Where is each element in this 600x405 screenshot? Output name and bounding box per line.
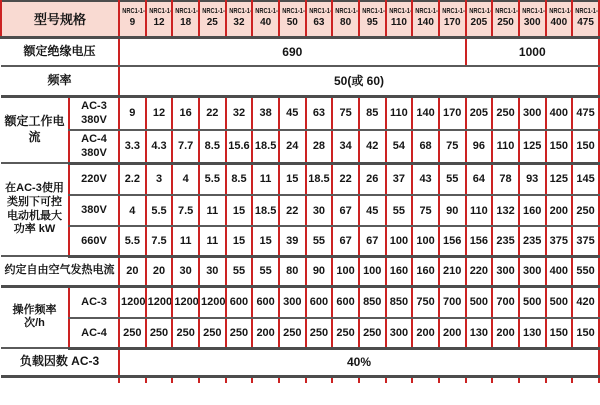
model-number: 12 bbox=[153, 16, 165, 28]
model-header-cell bbox=[226, 1, 253, 37]
thermal-current-row bbox=[1, 256, 599, 286]
model-spec-label: 型号规格 bbox=[1, 1, 119, 37]
value-cell: 30 bbox=[199, 256, 226, 286]
grid-stub-cell bbox=[306, 376, 333, 383]
value-cell: 250 bbox=[306, 318, 333, 348]
value-cell: 170 bbox=[439, 96, 466, 130]
value-cell: 475 bbox=[572, 96, 599, 130]
value-cell: 420 bbox=[572, 286, 599, 318]
value-cell: 67 bbox=[359, 226, 386, 256]
model-number: 170 bbox=[443, 16, 461, 28]
value-cell: 140 bbox=[412, 96, 439, 130]
model-header-cell bbox=[359, 1, 386, 37]
model-number: 110 bbox=[390, 16, 407, 28]
value-cell: 30 bbox=[306, 195, 333, 226]
model-number: 63 bbox=[313, 16, 325, 28]
value-cell: 300 bbox=[492, 256, 519, 286]
model-number: 300 bbox=[523, 16, 541, 28]
load-factor-value: 40% bbox=[119, 348, 599, 376]
model-prefix: NRC1-1- bbox=[148, 8, 172, 16]
value-cell: 63 bbox=[306, 96, 333, 130]
value-cell: 250 bbox=[332, 318, 359, 348]
value-cell: 15 bbox=[279, 163, 306, 195]
value-cell: 3 bbox=[146, 163, 173, 195]
grid-stub-cell bbox=[412, 376, 439, 383]
grid-stub-cell bbox=[172, 376, 199, 383]
model-number: 140 bbox=[417, 16, 434, 28]
value-cell: 250 bbox=[359, 318, 386, 348]
value-cell: 100 bbox=[386, 226, 413, 256]
value-cell: 20 bbox=[146, 256, 173, 286]
value-cell: 55 bbox=[226, 256, 253, 286]
insulation-voltage-left-value: 690 bbox=[119, 37, 466, 66]
value-cell: 42 bbox=[359, 130, 386, 163]
value-cell: 500 bbox=[546, 286, 573, 318]
model-prefix: NRC1-1- bbox=[442, 8, 465, 16]
value-cell: 18.5 bbox=[306, 163, 333, 195]
grid-stub-cell bbox=[226, 376, 253, 383]
value-cell: 15.6 bbox=[226, 130, 253, 163]
value-cell: 80 bbox=[279, 256, 306, 286]
value-cell: 78 bbox=[492, 163, 519, 195]
value-cell: 45 bbox=[359, 195, 386, 226]
value-cell: 145 bbox=[572, 163, 599, 195]
value-cell: 45 bbox=[279, 96, 306, 130]
value-cell: 250 bbox=[146, 318, 173, 348]
grid-stub-cell bbox=[279, 376, 306, 383]
value-cell: 75 bbox=[332, 96, 359, 130]
value-cell: 7.7 bbox=[172, 130, 199, 163]
thermal-current-label: 约定自由空气发热电流 bbox=[1, 256, 119, 286]
value-cell: 600 bbox=[226, 286, 253, 318]
value-cell: 200 bbox=[439, 318, 466, 348]
value-cell: 200 bbox=[492, 318, 519, 348]
value-cell: 16 bbox=[172, 96, 199, 130]
value-cell: 39 bbox=[279, 226, 306, 256]
model-header-cell bbox=[386, 1, 413, 37]
value-cell: 22 bbox=[279, 195, 306, 226]
model-prefix: NRC1-1- bbox=[415, 8, 439, 16]
value-cell: 55 bbox=[252, 256, 279, 286]
sublabel-line2: 380V bbox=[81, 147, 107, 160]
model-header-cell bbox=[332, 1, 359, 37]
value-cell: 700 bbox=[439, 286, 466, 318]
model-prefix: NRC1-1- bbox=[362, 8, 385, 16]
value-cell: 5.5 bbox=[146, 195, 173, 226]
model-number: 25 bbox=[206, 16, 218, 28]
value-cell: 125 bbox=[546, 163, 573, 195]
value-cell: 7.5 bbox=[172, 195, 199, 226]
value-cell: 160 bbox=[519, 195, 546, 226]
value-cell: 11 bbox=[199, 226, 226, 256]
value-cell: 375 bbox=[546, 226, 573, 256]
model-number: 40 bbox=[260, 16, 272, 28]
model-number: 400 bbox=[550, 16, 568, 28]
value-cell: 9 bbox=[119, 96, 146, 130]
rated-current-ac4-sublabel bbox=[69, 130, 119, 163]
insulation-voltage-label: 额定绝缘电压 bbox=[1, 37, 119, 66]
value-cell: 110 bbox=[466, 195, 493, 226]
value-cell: 18.5 bbox=[252, 130, 279, 163]
value-cell: 22 bbox=[199, 96, 226, 130]
value-cell: 55 bbox=[439, 163, 466, 195]
value-cell: 100 bbox=[359, 256, 386, 286]
op-frequency-label: 操作频率 次/h bbox=[1, 286, 69, 348]
value-cell: 300 bbox=[519, 256, 546, 286]
value-cell: 11 bbox=[199, 195, 226, 226]
max-power-380v-sublabel: 380V bbox=[69, 195, 119, 226]
value-cell: 750 bbox=[412, 286, 439, 318]
value-cell: 210 bbox=[439, 256, 466, 286]
value-cell: 400 bbox=[546, 256, 573, 286]
value-cell: 26 bbox=[359, 163, 386, 195]
value-cell: 100 bbox=[412, 226, 439, 256]
value-cell: 11 bbox=[252, 163, 279, 195]
sublabel-line1: AC-4 bbox=[81, 132, 107, 145]
value-cell: 1200 bbox=[172, 286, 199, 318]
value-cell: 64 bbox=[466, 163, 493, 195]
value-cell: 5.5 bbox=[199, 163, 226, 195]
value-cell: 125 bbox=[519, 130, 546, 163]
model-number: 205 bbox=[470, 16, 488, 28]
model-header-cell bbox=[146, 1, 173, 37]
grid-stub-cell bbox=[466, 376, 493, 383]
model-prefix: NRC1-1- bbox=[282, 8, 305, 16]
value-cell: 1200 bbox=[199, 286, 226, 318]
model-header-cell bbox=[252, 1, 279, 37]
grid-stub-cell bbox=[359, 376, 386, 383]
value-cell: 850 bbox=[386, 286, 413, 318]
value-cell: 600 bbox=[306, 286, 333, 318]
rated-current-ac4-row bbox=[1, 130, 599, 163]
model-prefix: NRC1-1- bbox=[255, 8, 279, 16]
grid-stub-cell bbox=[546, 376, 573, 383]
value-cell: 8.5 bbox=[199, 130, 226, 163]
model-header-cell bbox=[306, 1, 333, 37]
stub-spacer bbox=[1, 376, 119, 383]
value-cell: 220 bbox=[466, 256, 493, 286]
value-cell: 22 bbox=[332, 163, 359, 195]
value-cell: 38 bbox=[252, 96, 279, 130]
value-cell: 30 bbox=[172, 256, 199, 286]
sublabel-line1: AC-3 bbox=[81, 99, 107, 112]
model-prefix: NRC1-1- bbox=[522, 8, 545, 16]
load-factor-row bbox=[1, 348, 599, 376]
value-cell: 28 bbox=[306, 130, 333, 163]
model-header-cell bbox=[466, 1, 493, 37]
value-cell: 250 bbox=[572, 195, 599, 226]
grid-stub-cell bbox=[439, 376, 466, 383]
model-number: 80 bbox=[340, 16, 352, 28]
value-cell: 300 bbox=[279, 286, 306, 318]
sublabel-line2: 380V bbox=[81, 114, 107, 127]
model-prefix: NRC1-1- bbox=[308, 8, 332, 16]
op-frequency-ac3-row bbox=[1, 286, 599, 318]
model-number: 9 bbox=[129, 16, 136, 28]
max-power-label: 在AC-3使用类别下可控电动机最大功率 kW bbox=[1, 163, 69, 256]
value-cell: 37 bbox=[386, 163, 413, 195]
value-cell: 20 bbox=[119, 256, 146, 286]
max-power-220v-row bbox=[1, 163, 599, 195]
model-number: 18 bbox=[180, 16, 192, 28]
load-factor-label: 负载因数 AC-3 bbox=[1, 348, 119, 376]
value-cell: 400 bbox=[546, 96, 573, 130]
model-header-cell bbox=[412, 1, 439, 37]
value-cell: 24 bbox=[279, 130, 306, 163]
value-cell: 55 bbox=[386, 195, 413, 226]
value-cell: 90 bbox=[306, 256, 333, 286]
rated-current-ac3-sublabel bbox=[69, 96, 119, 130]
value-cell: 156 bbox=[439, 226, 466, 256]
value-cell: 67 bbox=[332, 195, 359, 226]
value-cell: 5.5 bbox=[119, 226, 146, 256]
value-cell: 75 bbox=[439, 130, 466, 163]
value-cell: 1200 bbox=[119, 286, 146, 318]
value-cell: 4.3 bbox=[146, 130, 173, 163]
frequency-row bbox=[1, 66, 599, 96]
value-cell: 4 bbox=[172, 163, 199, 195]
value-cell: 130 bbox=[466, 318, 493, 348]
value-cell: 110 bbox=[386, 96, 413, 130]
value-cell: 150 bbox=[546, 318, 573, 348]
value-cell: 500 bbox=[466, 286, 493, 318]
value-cell: 85 bbox=[359, 96, 386, 130]
value-cell: 68 bbox=[412, 130, 439, 163]
grid-stub-cell bbox=[252, 376, 279, 383]
model-prefix: NRC1-1- bbox=[468, 8, 492, 16]
value-cell: 54 bbox=[386, 130, 413, 163]
model-prefix: NRC1-1- bbox=[575, 8, 599, 16]
value-cell: 160 bbox=[412, 256, 439, 286]
max-power-660v-sublabel: 660V bbox=[69, 226, 119, 256]
max-power-380v-row bbox=[1, 195, 599, 226]
op-frequency-ac4-sublabel: AC-4 bbox=[69, 318, 119, 348]
model-prefix: NRC1-1- bbox=[202, 8, 225, 16]
value-cell: 132 bbox=[492, 195, 519, 226]
value-cell: 11 bbox=[172, 226, 199, 256]
grid-stub-cell bbox=[199, 376, 226, 383]
grid-stub-cell bbox=[119, 376, 146, 383]
model-prefix: NRC1-1- bbox=[335, 8, 359, 16]
grid-stub-cell bbox=[146, 376, 173, 383]
frequency-label: 频率 bbox=[1, 66, 119, 96]
model-header-cell bbox=[119, 1, 146, 37]
value-cell: 8.5 bbox=[226, 163, 253, 195]
cutoff-stub-row bbox=[1, 376, 599, 383]
value-cell: 2.2 bbox=[119, 163, 146, 195]
grid-stub-cell bbox=[519, 376, 546, 383]
model-number: 50 bbox=[286, 16, 298, 28]
value-cell: 150 bbox=[572, 130, 599, 163]
model-prefix: NRC1-1- bbox=[388, 8, 412, 16]
value-cell: 15 bbox=[252, 226, 279, 256]
model-header-cell bbox=[572, 1, 599, 37]
value-cell: 250 bbox=[119, 318, 146, 348]
insulation-voltage-right-value: 1000 bbox=[466, 37, 599, 66]
model-header-cell bbox=[199, 1, 226, 37]
value-cell: 200 bbox=[252, 318, 279, 348]
value-cell: 96 bbox=[466, 130, 493, 163]
value-cell: 110 bbox=[492, 130, 519, 163]
grid-stub-cell bbox=[386, 376, 413, 383]
value-cell: 600 bbox=[252, 286, 279, 318]
grid-stub-cell bbox=[572, 376, 599, 383]
value-cell: 55 bbox=[306, 226, 333, 256]
value-cell: 90 bbox=[439, 195, 466, 226]
value-cell: 32 bbox=[226, 96, 253, 130]
value-cell: 3.3 bbox=[119, 130, 146, 163]
value-cell: 200 bbox=[546, 195, 573, 226]
value-cell: 235 bbox=[492, 226, 519, 256]
value-cell: 93 bbox=[519, 163, 546, 195]
value-cell: 43 bbox=[412, 163, 439, 195]
model-prefix: NRC1-1- bbox=[548, 8, 572, 16]
model-header-cell bbox=[519, 1, 546, 37]
value-cell: 600 bbox=[332, 286, 359, 318]
model-header-row bbox=[1, 1, 599, 37]
model-header-cell bbox=[439, 1, 466, 37]
model-header-cell bbox=[492, 1, 519, 37]
value-cell: 75 bbox=[412, 195, 439, 226]
value-cell: 150 bbox=[546, 130, 573, 163]
model-header-cell bbox=[172, 1, 199, 37]
value-cell: 156 bbox=[466, 226, 493, 256]
rated-current-label: 额定工作电流 bbox=[1, 96, 69, 163]
value-cell: 67 bbox=[332, 226, 359, 256]
value-cell: 200 bbox=[412, 318, 439, 348]
value-cell: 100 bbox=[332, 256, 359, 286]
grid-stub-cell bbox=[332, 376, 359, 383]
model-header-cell bbox=[546, 1, 573, 37]
value-cell: 700 bbox=[492, 286, 519, 318]
model-prefix: NRC1-1- bbox=[228, 8, 252, 16]
op-frequency-ac4-row bbox=[1, 318, 599, 348]
value-cell: 550 bbox=[572, 256, 599, 286]
value-cell: 250 bbox=[172, 318, 199, 348]
model-prefix: NRC1-1- bbox=[175, 8, 199, 16]
value-cell: 300 bbox=[519, 96, 546, 130]
value-cell: 34 bbox=[332, 130, 359, 163]
value-cell: 4 bbox=[119, 195, 146, 226]
model-number: 95 bbox=[366, 16, 378, 28]
value-cell: 850 bbox=[359, 286, 386, 318]
frequency-value: 50(或 60) bbox=[119, 66, 599, 96]
value-cell: 205 bbox=[466, 96, 493, 130]
value-cell: 150 bbox=[572, 318, 599, 348]
rated-current-ac3-row bbox=[1, 96, 599, 130]
model-prefix: NRC1-1- bbox=[495, 8, 519, 16]
value-cell: 250 bbox=[492, 96, 519, 130]
model-prefix: NRC1-1- bbox=[122, 8, 145, 16]
value-cell: 300 bbox=[386, 318, 413, 348]
value-cell: 160 bbox=[386, 256, 413, 286]
value-cell: 15 bbox=[226, 226, 253, 256]
value-cell: 18.5 bbox=[252, 195, 279, 226]
max-power-660v-row bbox=[1, 226, 599, 256]
value-cell: 235 bbox=[519, 226, 546, 256]
model-number: 475 bbox=[577, 16, 594, 28]
grid-stub-cell bbox=[492, 376, 519, 383]
value-cell: 250 bbox=[279, 318, 306, 348]
op-frequency-ac3-sublabel: AC-3 bbox=[69, 286, 119, 318]
value-cell: 1200 bbox=[146, 286, 173, 318]
value-cell: 15 bbox=[226, 195, 253, 226]
model-number: 250 bbox=[497, 16, 514, 28]
insulation-voltage-row bbox=[1, 37, 599, 66]
value-cell: 250 bbox=[226, 318, 253, 348]
value-cell: 375 bbox=[572, 226, 599, 256]
value-cell: 130 bbox=[519, 318, 546, 348]
model-number: 32 bbox=[233, 16, 245, 28]
value-cell: 250 bbox=[199, 318, 226, 348]
max-power-220v-sublabel: 220V bbox=[69, 163, 119, 195]
value-cell: 500 bbox=[519, 286, 546, 318]
model-header-cell bbox=[279, 1, 306, 37]
value-cell: 12 bbox=[146, 96, 173, 130]
value-cell: 7.5 bbox=[146, 226, 173, 256]
